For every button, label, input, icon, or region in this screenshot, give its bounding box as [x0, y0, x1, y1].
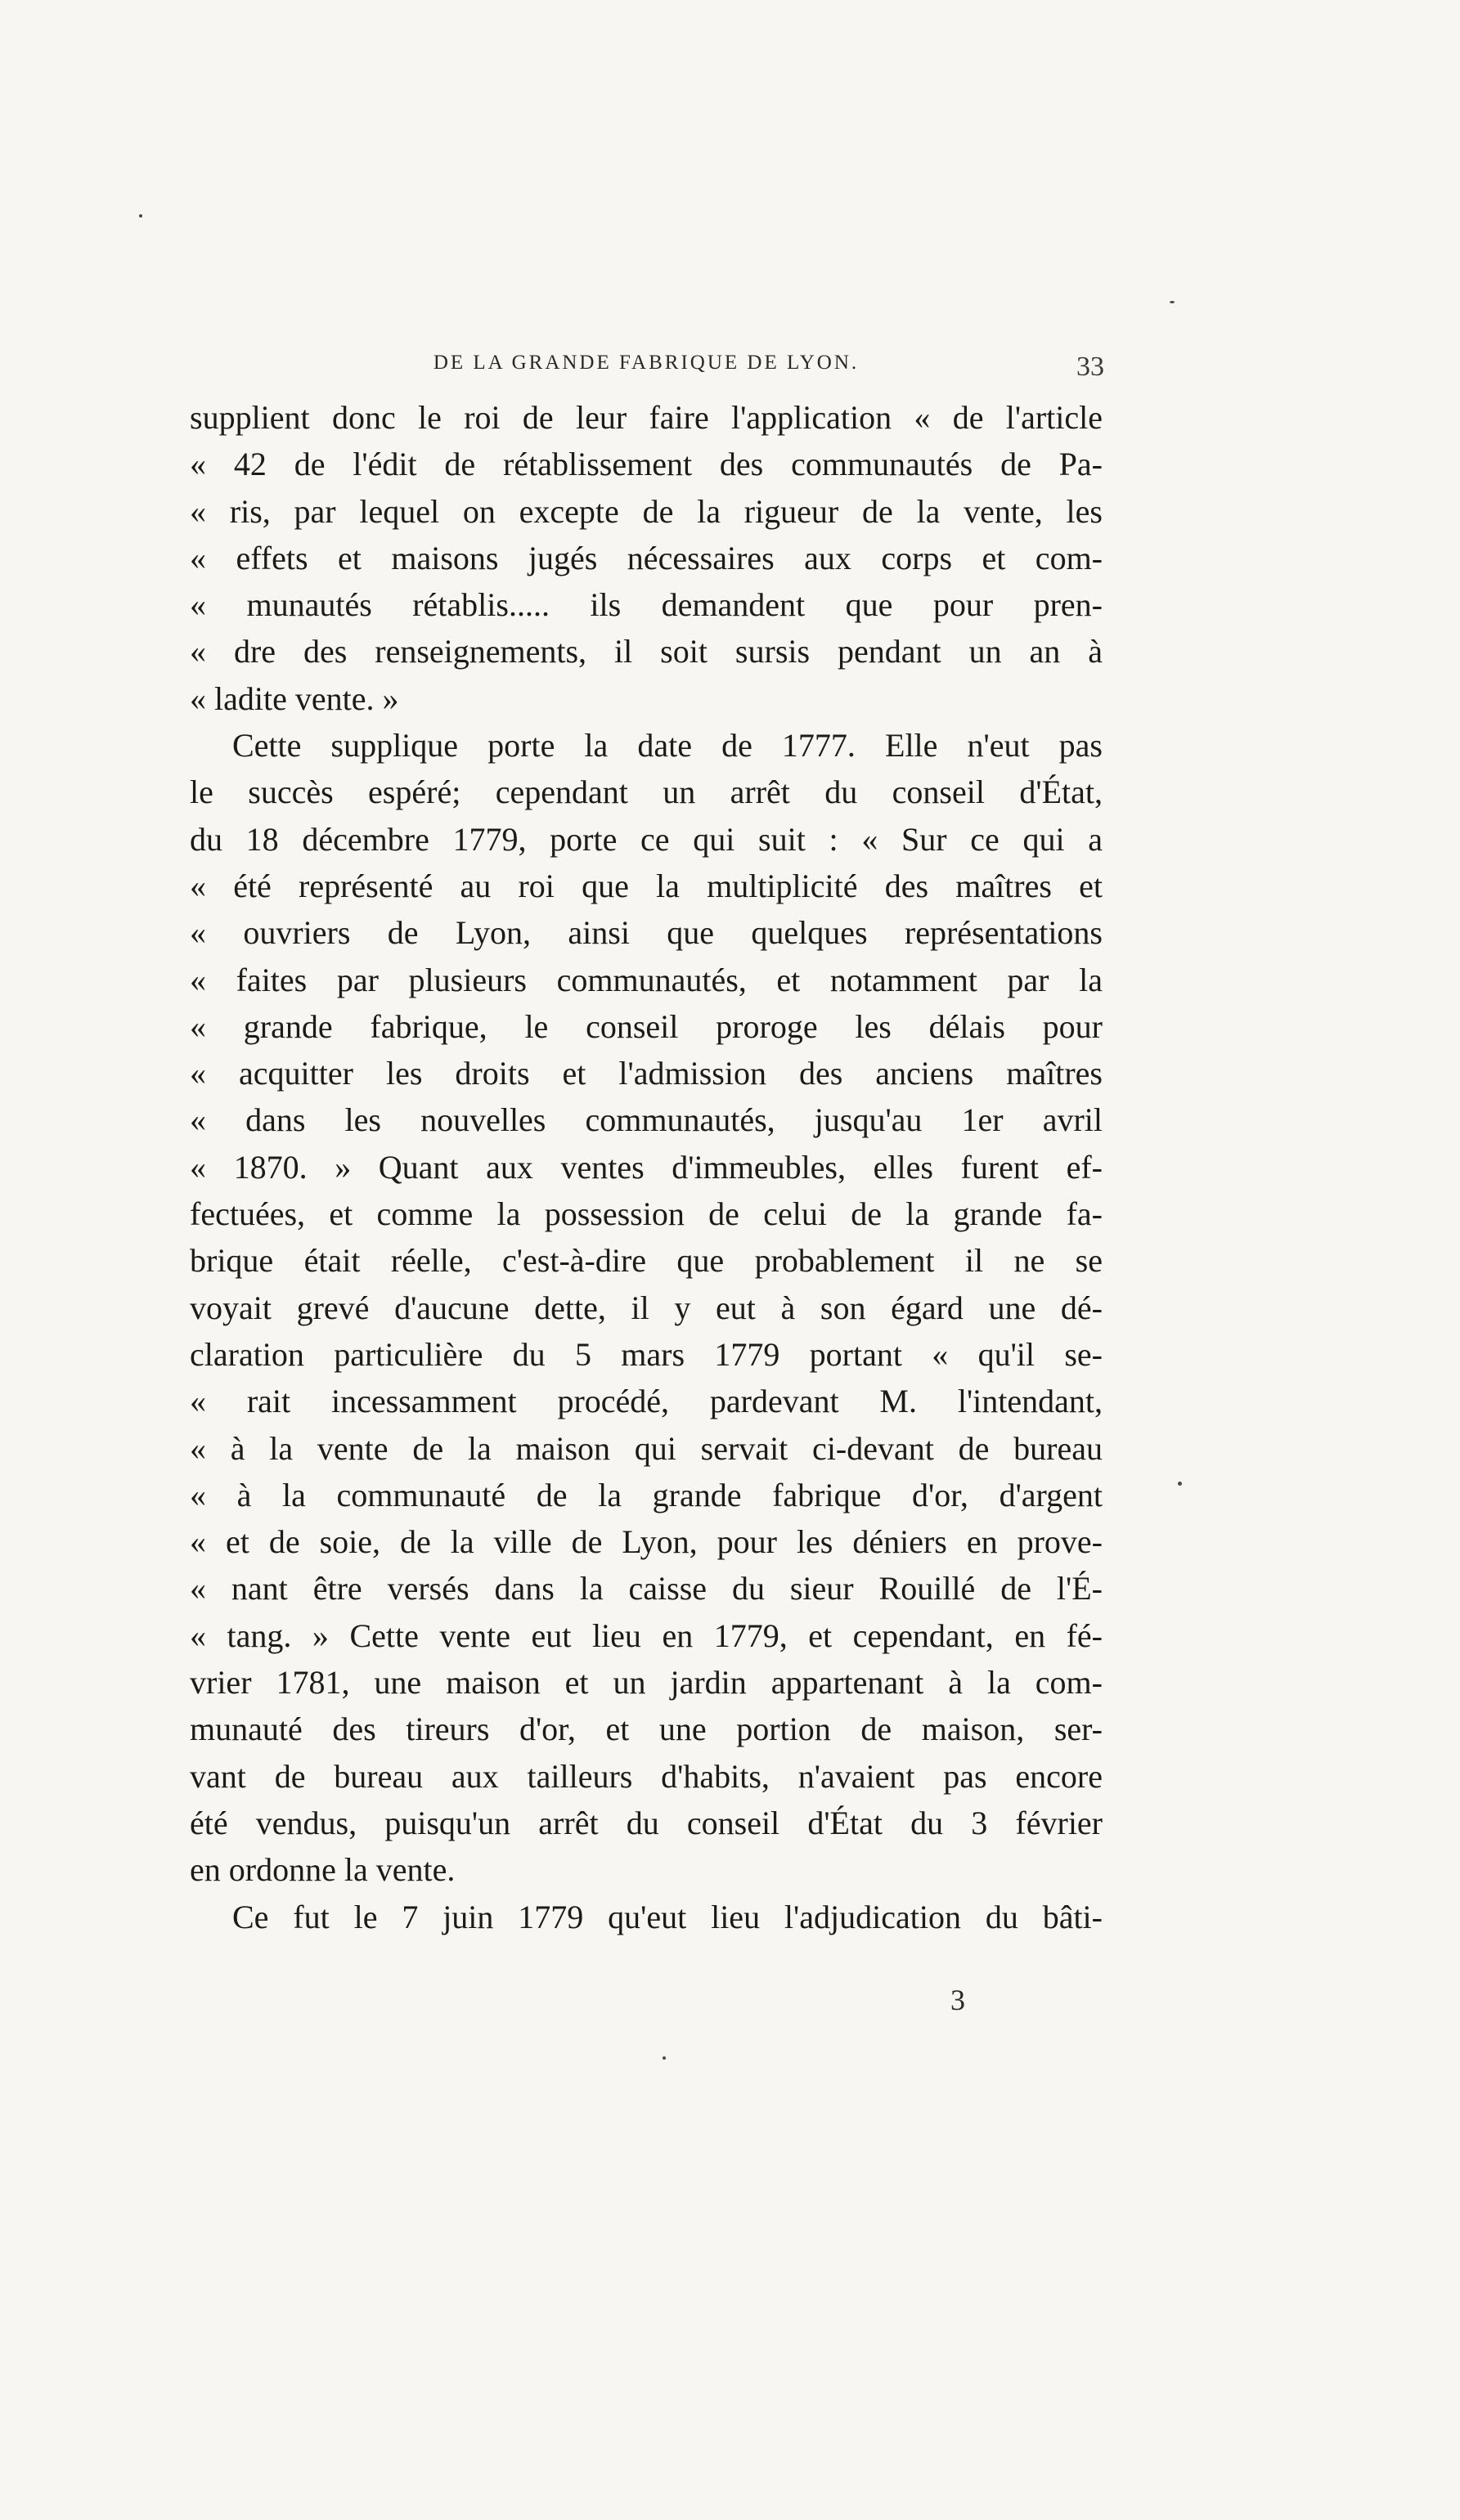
text-line: « été représenté au roi que la multiplicité des maîtres et [190, 867, 1103, 904]
text-line: « et de soie, de la ville de Lyon, pour les déniers en prove- [190, 1523, 1103, 1561]
text-line: fectuées, et comme la possession de celui de la grande fa- [190, 1195, 1103, 1233]
text-line: vant de bureau aux tailleurs d'habits, n'avaient pas encore [190, 1757, 1103, 1795]
text-line: « dans les nouvelles communautés, jusqu'au 1er avril [190, 1101, 1103, 1139]
text-line: le succès espéré; cependant un arrêt du conseil d'État, [190, 773, 1103, 811]
text-line: voyait grevé d'aucune dette, il y eut à son égard une dé- [190, 1289, 1103, 1326]
text-line: « tang. » Cette vente eut lieu en 1779, et cependant, en fé- [190, 1616, 1103, 1654]
text-line: « grande fabrique, le conseil proroge les délais pour [190, 1007, 1103, 1045]
text-line: « faites par plusieurs communautés, et notamment par la [190, 961, 1103, 998]
paper-speck [139, 214, 142, 217]
text-line: « 42 de l'édit de rétablissement des communautés de Pa- [190, 446, 1103, 483]
paper-speck [663, 2056, 666, 2060]
text-line: « dre des renseignements, il soit sursis pendant un an à [190, 633, 1103, 670]
text-line: « ladite vente. » [190, 679, 399, 717]
text-line: été vendus, puisqu'un arrêt du conseil d'État du 3 février [190, 1804, 1103, 1841]
text-line: claration particulière du 5 mars 1779 portant « qu'il se- [190, 1335, 1103, 1373]
text-line: « 1870. » Quant aux ventes d'immeubles, elles furent ef- [190, 1148, 1103, 1186]
body-text [190, 394, 1103, 1940]
paragraph-first-line: Cette supplique porte la date de 1777. Elle n'eut pas [232, 727, 1103, 765]
text-line: « rait incessamment procédé, pardevant M. l'intendant, [190, 1383, 1103, 1420]
signature-mark: 3 [950, 1984, 965, 2016]
text-line: « effets et maisons jugés nécessaires aux corps et com- [190, 539, 1103, 576]
text-line: supplient donc le roi de leur faire l'application « de l'article [190, 399, 1103, 436]
paper-speck [1178, 1482, 1182, 1486]
text-line: munauté des tireurs d'or, et une portion de maison, ser- [190, 1711, 1103, 1748]
text-line: « à la communauté de la grande fabrique d'or, d'argent [190, 1476, 1103, 1513]
text-line: « nant être versés dans la caisse du sieur Rouillé de l'É- [190, 1570, 1103, 1608]
running-title: DE LA GRANDE FABRIQUE DE LYON. [433, 352, 860, 374]
text-line: « à la vente de la maison qui servait ci-devant de bureau [190, 1429, 1103, 1467]
text-line: vrier 1781, une maison et un jardin appartenant à la com- [190, 1664, 1103, 1702]
text-line: « munautés rétablis..... ils demandent que pour pren- [190, 586, 1103, 624]
text-line: « acquitter les droits et l'admission des anciens maîtres [190, 1055, 1103, 1092]
running-head [188, 352, 1104, 384]
text-line: « ris, par lequel on excepte de la rigueur de la vente, les [190, 492, 1103, 530]
text-line: du 18 décembre 1779, porte ce qui suit : « Sur ce qui a [190, 820, 1103, 858]
text-line: brique était réelle, c'est-à-dire que probablement il ne se [190, 1242, 1103, 1280]
text-line: en ordonne la vente. [190, 1851, 456, 1889]
paragraph-first-line: Ce fut le 7 juin 1779 qu'eut lieu l'adjudication du bâti- [232, 1898, 1103, 1935]
paper-speck [1170, 301, 1175, 303]
text-line: « ouvriers de Lyon, ainsi que quelques représentations [190, 914, 1103, 952]
page-number: 33 [1076, 352, 1104, 382]
